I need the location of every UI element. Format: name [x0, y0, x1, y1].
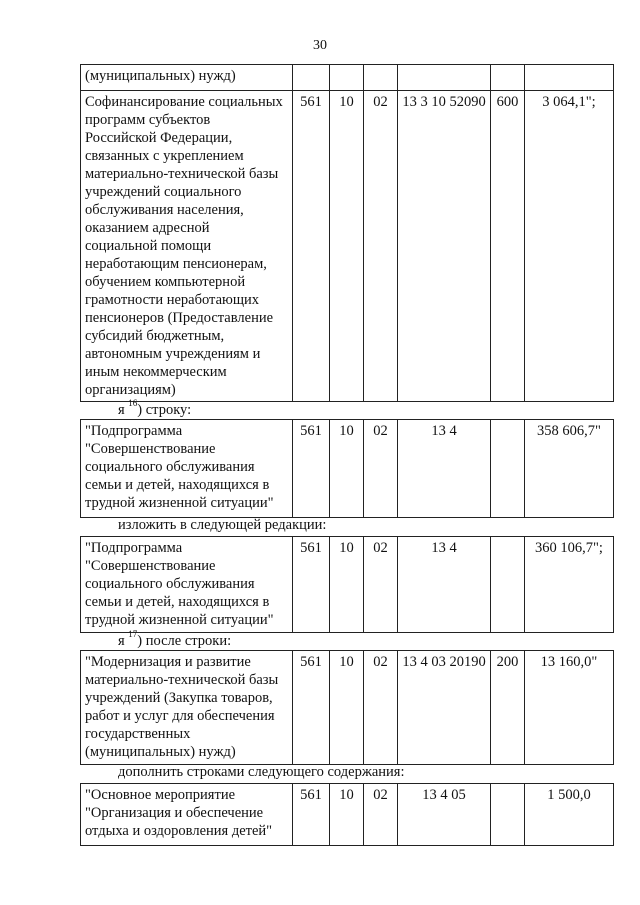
cell-expense-type: 600 [491, 91, 525, 402]
cell-ministry: 561 [293, 784, 330, 846]
cell-section: 10 [330, 537, 364, 633]
cell-section: 10 [330, 651, 364, 765]
budget-table-block-2 [80, 419, 614, 518]
cell-amount: 360 106,7"; [525, 537, 614, 633]
cell-ministry [293, 65, 330, 91]
cell-target-article: 13 3 10 52090 [398, 91, 491, 402]
cell-subsection: 02 [364, 420, 398, 518]
instruction-17-text: ) после строки: [137, 632, 232, 649]
cell-expense-type: 200 [491, 651, 525, 765]
budget-table-block-1 [80, 64, 614, 402]
cell-amount: 13 160,0" [525, 651, 614, 765]
budget-table-block-4 [80, 650, 614, 765]
instruction-16-prefix: я [118, 401, 125, 418]
cell-target-article: 13 4 [398, 537, 491, 633]
cell-section [330, 65, 364, 91]
cell-ministry: 561 [293, 91, 330, 402]
row-description: "Подпрограмма "Совершенствование социального обслуживания семьи и детей, находящихся в трудной жизненной ситуации" [81, 537, 293, 633]
instruction-add: дополнить строками следующего содержания: [118, 764, 405, 780]
cell-amount: 358 606,7" [525, 420, 614, 518]
cell-ministry: 561 [293, 420, 330, 518]
cell-section: 10 [330, 420, 364, 518]
cell-ministry: 561 [293, 651, 330, 765]
cell-target-article: 13 4 05 [398, 784, 491, 846]
instruction-17-prefix: я [118, 632, 125, 649]
cell-expense-type [491, 784, 525, 846]
cell-expense-type [491, 420, 525, 518]
cell-section: 10 [330, 784, 364, 846]
cell-subsection: 02 [364, 537, 398, 633]
table-row [81, 420, 614, 518]
cell-amount [525, 65, 614, 91]
footnote-16: 16 [128, 398, 138, 408]
cell-subsection: 02 [364, 784, 398, 846]
instruction-replace: изложить в следующей редакции: [118, 517, 327, 533]
row-description: "Основное мероприятие "Организация и обеспечение отдыха и оздоровления детей" [81, 784, 293, 846]
cell-subsection [364, 65, 398, 91]
page-number: 30 [313, 38, 327, 53]
table-row [81, 91, 614, 402]
instruction-17 [118, 631, 231, 650]
budget-table-block-3 [80, 536, 614, 633]
table-row [81, 537, 614, 633]
table-row [81, 784, 614, 846]
row-description: "Модернизация и развитие материально-технической базы учреждений (Закупка товаров, работ и услуг для обеспечения государственных (муниципальных) нужд) [81, 651, 293, 765]
row-description: "Подпрограмма "Совершенствование социального обслуживания семьи и детей, находящихся в трудной жизненной ситуации" [81, 420, 293, 518]
cell-section: 10 [330, 91, 364, 402]
instruction-16 [118, 400, 191, 419]
cell-amount: 1 500,0 [525, 784, 614, 846]
footnote-17: 17 [128, 629, 138, 639]
cell-target-article [398, 65, 491, 91]
cell-target-article: 13 4 03 20190 [398, 651, 491, 765]
cell-expense-type [491, 65, 525, 91]
cell-subsection: 02 [364, 91, 398, 402]
table-row [81, 651, 614, 765]
cell-target-article: 13 4 [398, 420, 491, 518]
cell-ministry: 561 [293, 537, 330, 633]
budget-table-block-5 [80, 783, 614, 846]
table-row [81, 65, 614, 91]
instruction-16-text: ) строку: [137, 401, 192, 418]
cell-amount: 3 064,1"; [525, 91, 614, 402]
row-description: Софинансирование социальных программ субъектов Российской Федерации, связанных с укреплением материально-технической базы учреждений социального обслуживания населения, оказанием адресной социальной помощи неработающим пенсионерам, обучением компьютерной грамотности неработающих пенсионеров (Предоставление субсидий бюджетным, автономным учреждениям и иным некоммерческим организациям) [81, 91, 293, 402]
row-description: (муниципальных) нужд) [81, 65, 293, 91]
cell-subsection: 02 [364, 651, 398, 765]
cell-expense-type [491, 537, 525, 633]
